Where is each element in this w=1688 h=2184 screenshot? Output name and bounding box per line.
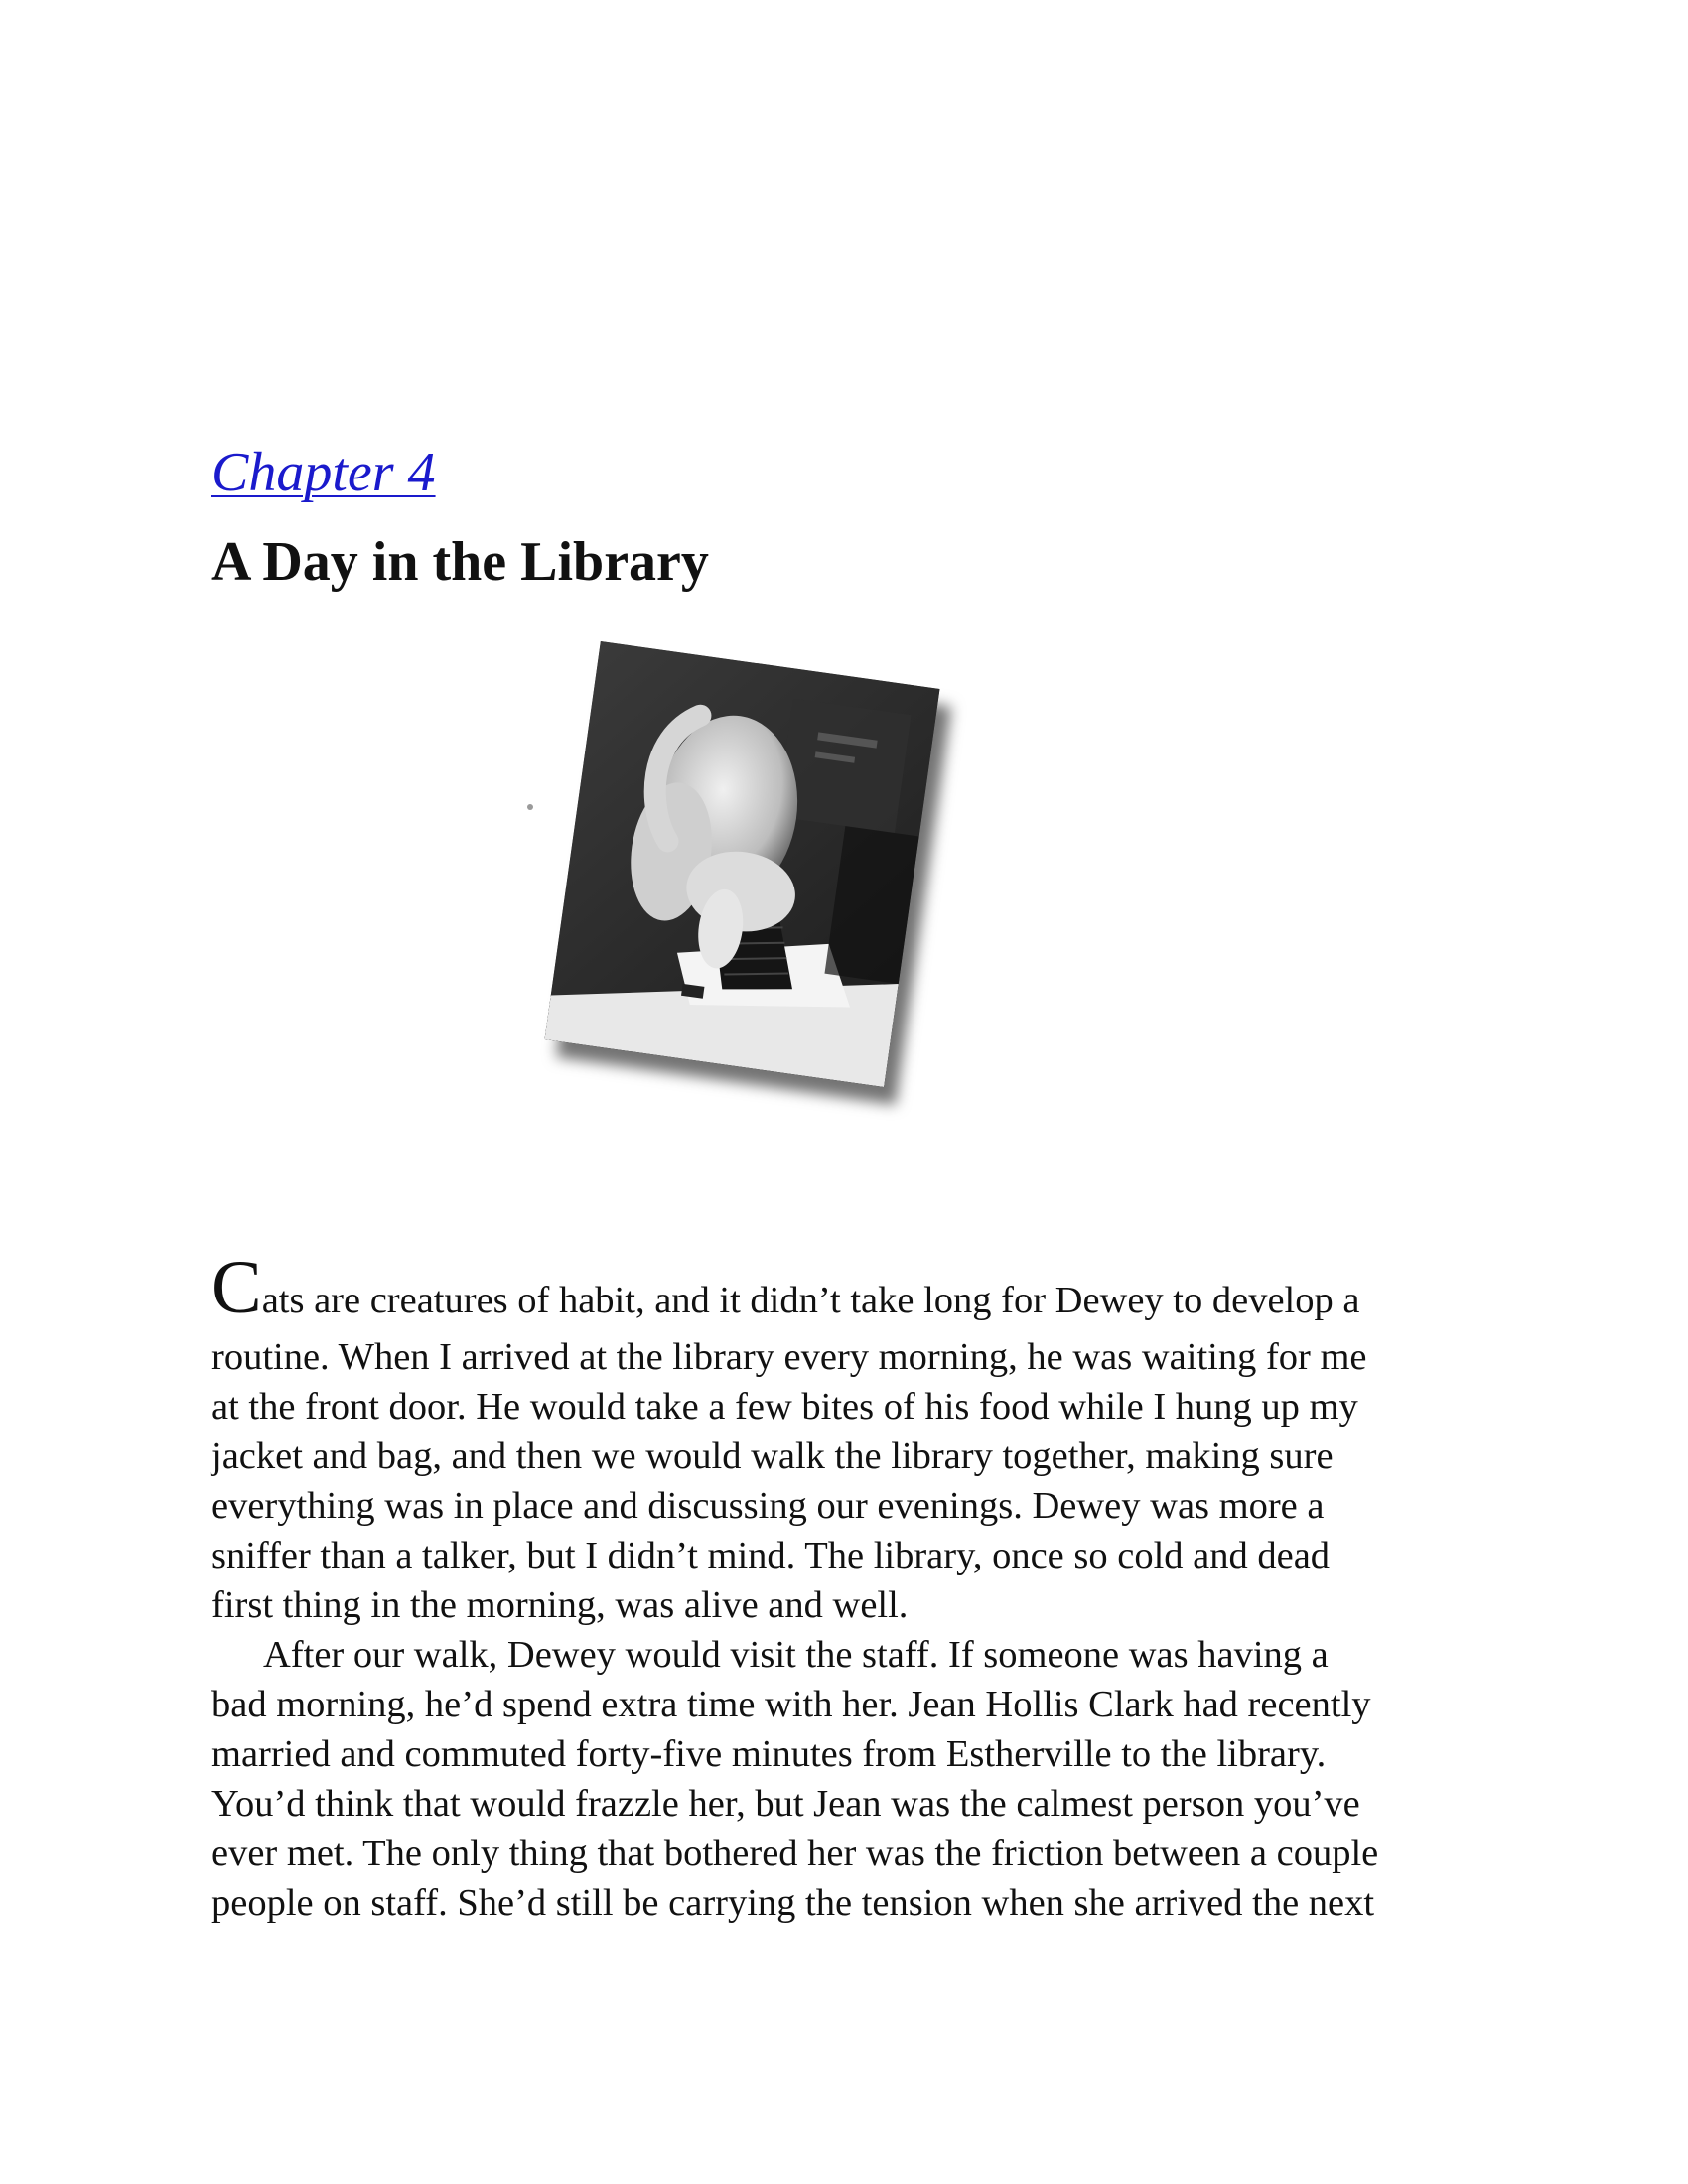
text-line: jacket and bag, and then we would walk the library together, making sure bbox=[211, 1435, 1334, 1477]
text-line: bad morning, he’d spend extra time with her. Jean Hollis Clark had recently bbox=[211, 1684, 1371, 1725]
text-line: at the front door. He would take a few bites of his food while I hung up my bbox=[211, 1386, 1358, 1428]
paragraph-2 bbox=[211, 1630, 1492, 1928]
text-line: everything was in place and discussing our evenings. Dewey was more a bbox=[211, 1485, 1325, 1527]
text-line: married and commuted forty-five minutes from Estherville to the library. bbox=[211, 1733, 1327, 1775]
text-line: sniffer than a talker, but I didn’t mind. The library, once so cold and dead bbox=[211, 1535, 1331, 1576]
cat-on-keyboard-photo-icon bbox=[544, 641, 939, 1087]
text-line: ever met. The only thing that bothered her was the friction between a couple bbox=[211, 1833, 1379, 1874]
chapter-title: A Day in the Library bbox=[211, 531, 709, 593]
text-line: You’d think that would frazzle her, but Jean was the calmest person you’ve bbox=[211, 1783, 1360, 1825]
cat-photo bbox=[544, 641, 939, 1087]
drop-cap: C bbox=[211, 1246, 262, 1329]
chapter-link[interactable]: Chapter 4 bbox=[211, 442, 436, 503]
text-line: first thing in the morning, was alive and well. bbox=[211, 1584, 909, 1626]
text-line: routine. When I arrived at the library every morning, he was waiting for me bbox=[211, 1336, 1367, 1378]
body-text bbox=[211, 1246, 1492, 1928]
first-line-text: ats are creatures of habit, and it didn’t take long for Dewey to develop a bbox=[261, 1280, 1360, 1321]
first-line bbox=[211, 1246, 1492, 1332]
text-line: people on staff. She’d still be carrying the tension when she arrived the next bbox=[211, 1882, 1375, 1924]
text-line: After our walk, Dewey would visit the staff. If someone was having a bbox=[263, 1634, 1329, 1676]
paragraph-1 bbox=[211, 1246, 1492, 1630]
speck-mark bbox=[527, 804, 533, 810]
